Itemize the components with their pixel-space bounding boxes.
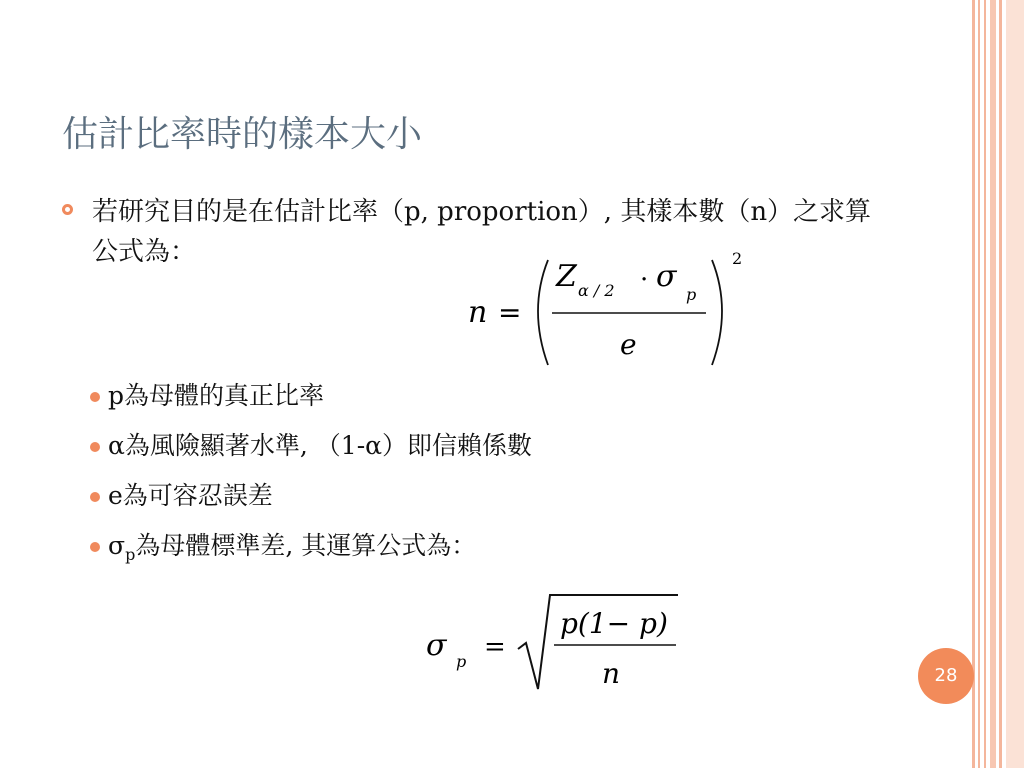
stripe <box>984 0 986 768</box>
right-paren <box>712 260 722 365</box>
stripe <box>972 0 975 768</box>
sub-bullet-p <box>108 380 324 412</box>
sqrt-numerator: p(1− p) <box>560 607 668 640</box>
sub-bullet-alpha <box>108 430 532 462</box>
sample-size-formula <box>460 250 760 380</box>
slide-title: 估計比率時的樣本大小 <box>62 114 423 155</box>
sub-bullet-sigma <box>108 530 476 565</box>
page-number-badge: 28 <box>918 648 974 704</box>
sigma-formula <box>420 585 700 695</box>
sigma-symbol: σ <box>426 628 447 663</box>
sub-bullet-e <box>108 480 273 512</box>
bullet-dot-icon <box>90 542 100 552</box>
sub-bullet-prefix: σ <box>108 531 126 560</box>
sub-bullet-prefix-sub: p <box>125 545 136 564</box>
sub-bullet-prefix: α <box>108 431 125 460</box>
denominator-e: e <box>620 328 637 361</box>
formula-equals: = <box>498 296 522 329</box>
sub-bullet-text: 為風險顯著水準, （1-α）即信賴係數 <box>124 431 533 460</box>
sub-bullet-text: 為母體標準差, 其運算公式為： <box>135 531 477 560</box>
sub-bullet-text: 為母體的真正比率 <box>124 381 325 410</box>
decorative-stripes <box>964 0 1024 768</box>
sub-bullet-prefix: e <box>108 481 123 510</box>
formula-equals: = <box>484 632 506 662</box>
main-bullet-text: 若研究目的是在估計比率（p, proportion）, 其樣本數（n）之求算公式為： <box>92 197 872 267</box>
left-paren <box>538 260 548 365</box>
exponent: 2 <box>732 249 743 268</box>
bullet-dot-icon <box>90 442 100 452</box>
bullet-dot-icon <box>90 392 100 402</box>
sigma-subscript: p <box>686 285 697 304</box>
formula-lhs: n <box>468 295 488 330</box>
stripe <box>1006 0 1024 768</box>
stripe <box>990 0 996 768</box>
sqrt-denominator: n <box>602 657 621 690</box>
alpha-half: α / 2 <box>578 281 615 300</box>
z-symbol: Z <box>556 259 577 294</box>
stripe <box>978 0 980 768</box>
sub-bullet-prefix: p <box>108 381 125 410</box>
multiply-dot: · <box>640 265 649 295</box>
ring-bullet-icon <box>62 204 73 215</box>
sigma-symbol: σ <box>656 259 677 294</box>
sigma-subscript: p <box>456 652 467 671</box>
sub-bullet-text: 為可容忍誤差 <box>122 481 273 510</box>
bullet-dot-icon <box>90 492 100 502</box>
stripe <box>999 0 1002 768</box>
